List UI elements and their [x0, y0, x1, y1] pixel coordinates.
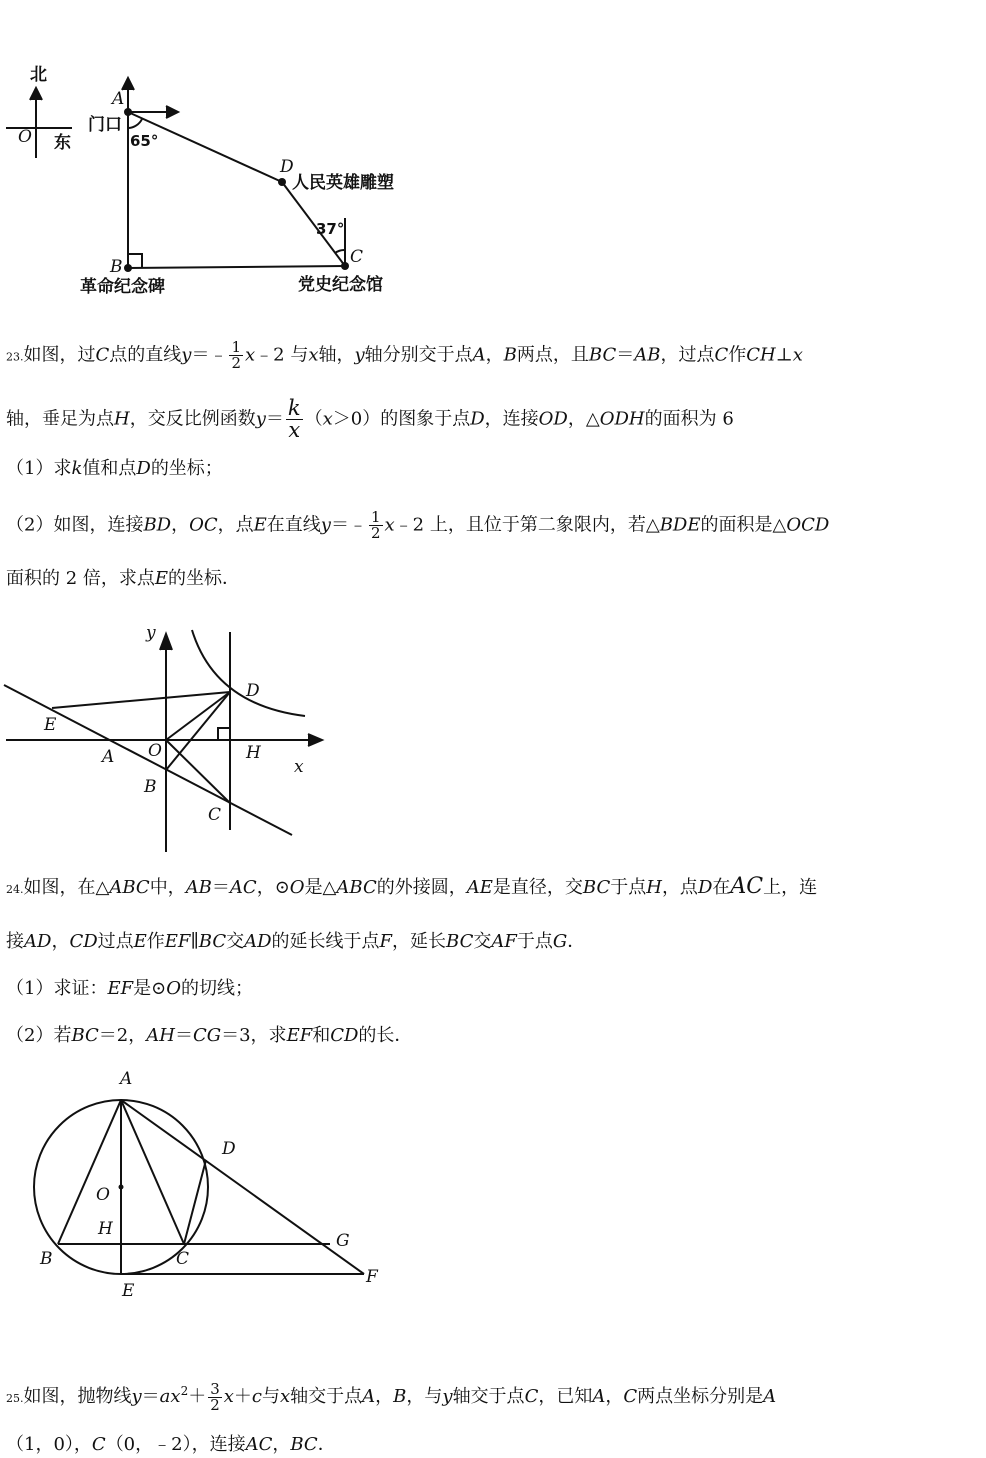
point-d-label: D: [246, 681, 260, 701]
point-h-label: H: [246, 743, 261, 763]
fraction-three-halves: $\frac{3}{2}$: [210, 1379, 220, 1414]
point-e-label: E: [122, 1281, 135, 1301]
point-c-label: C: [176, 1249, 190, 1269]
q23-part1: （1）求k值和点D的坐标；: [6, 458, 223, 479]
point-c-label: C: [350, 247, 364, 267]
point-d-label: D: [222, 1139, 236, 1159]
fraction-half-2: $\frac{1}{2}$: [370, 508, 381, 542]
point-c-label: C: [208, 805, 222, 825]
point-b-label: B: [110, 257, 123, 277]
east-label: 东: [54, 133, 71, 153]
q25-line1: 25.如图，抛物线$y=ax^2+$ $\frac{3}{2}$ x＋c与x轴交于点A，B，与y轴交于点C，已知A，C两点坐标分别是A: [6, 1379, 777, 1414]
point-a-label: A: [102, 747, 115, 767]
monument-label: 革命纪念碑: [80, 277, 165, 297]
point-f-label: F: [366, 1267, 378, 1287]
door-label: 门口: [88, 115, 122, 135]
point-d-label: D: [280, 157, 294, 177]
q23-line3: 面积的 2 倍，求点E的坐标．: [6, 568, 241, 589]
fraction-half: $\frac{1}{2}$: [231, 338, 241, 372]
arc-ac: AC: [730, 874, 764, 899]
point-o-label: O: [96, 1185, 110, 1205]
q23-line1: 23.如图，过C点的直线y＝﹣ $\frac{1}{2}$ x﹣2 与x轴，y轴分别交于点A，B两点，且BC＝AB，过点C作CH⊥x: [6, 338, 803, 372]
q23-line2: 轴，垂足为点H，交反比例函数y＝ $\frac{k}{x}$ （x＞0）的图象于点D，连接OD，△ODH的面积为 6: [6, 396, 734, 442]
point-h-label: H: [98, 1219, 113, 1239]
angle-65-label: 65°: [130, 132, 159, 150]
point-e-label: E: [44, 715, 57, 735]
fraction-k-over-x: $\frac{k}{x}$: [287, 396, 301, 442]
q25-line2: （1，0），C（0，﹣2），连接AC，BC．: [6, 1434, 336, 1455]
point-g-label: G: [336, 1231, 350, 1251]
y-axis-label: y: [146, 623, 156, 643]
q24-part2: （2）若BC＝2，AH＝CG＝3，求EF和CD的长．: [6, 1025, 413, 1046]
x-axis-label: x: [294, 757, 304, 777]
point-a-label: A: [112, 89, 125, 109]
q23-part2: （2）如图，连接BD，OC，点E在直线y＝﹣ $\frac{1}{2}$ x﹣2 上，且位于第二象限内，若△BDE的面积是△OCD: [6, 508, 830, 542]
q24-part1: （1）求证：EF是⊙O的切线；: [6, 978, 253, 999]
origin-label: O: [18, 127, 32, 147]
angle-37-label: 37°: [316, 220, 345, 238]
point-a-label: A: [120, 1069, 133, 1089]
origin-label: O: [148, 741, 162, 761]
point-b-label: B: [40, 1249, 53, 1269]
north-label: 北: [30, 65, 47, 85]
point-b-label: B: [144, 777, 157, 797]
q24-line2: 接AD，CD过点E作EF∥BC交AD的延长线于点F，延长BC交AF于点G．: [6, 931, 586, 952]
q24-line1: 24.如图，在△ABC中，AB＝AC，⊙O是△ABC的外接圆，AE是直径，交BC于点H，点D在AC上，连: [6, 874, 818, 899]
statue-label: 人民英雄雕塑: [292, 173, 394, 193]
hall-label: 党史纪念馆: [298, 275, 383, 295]
